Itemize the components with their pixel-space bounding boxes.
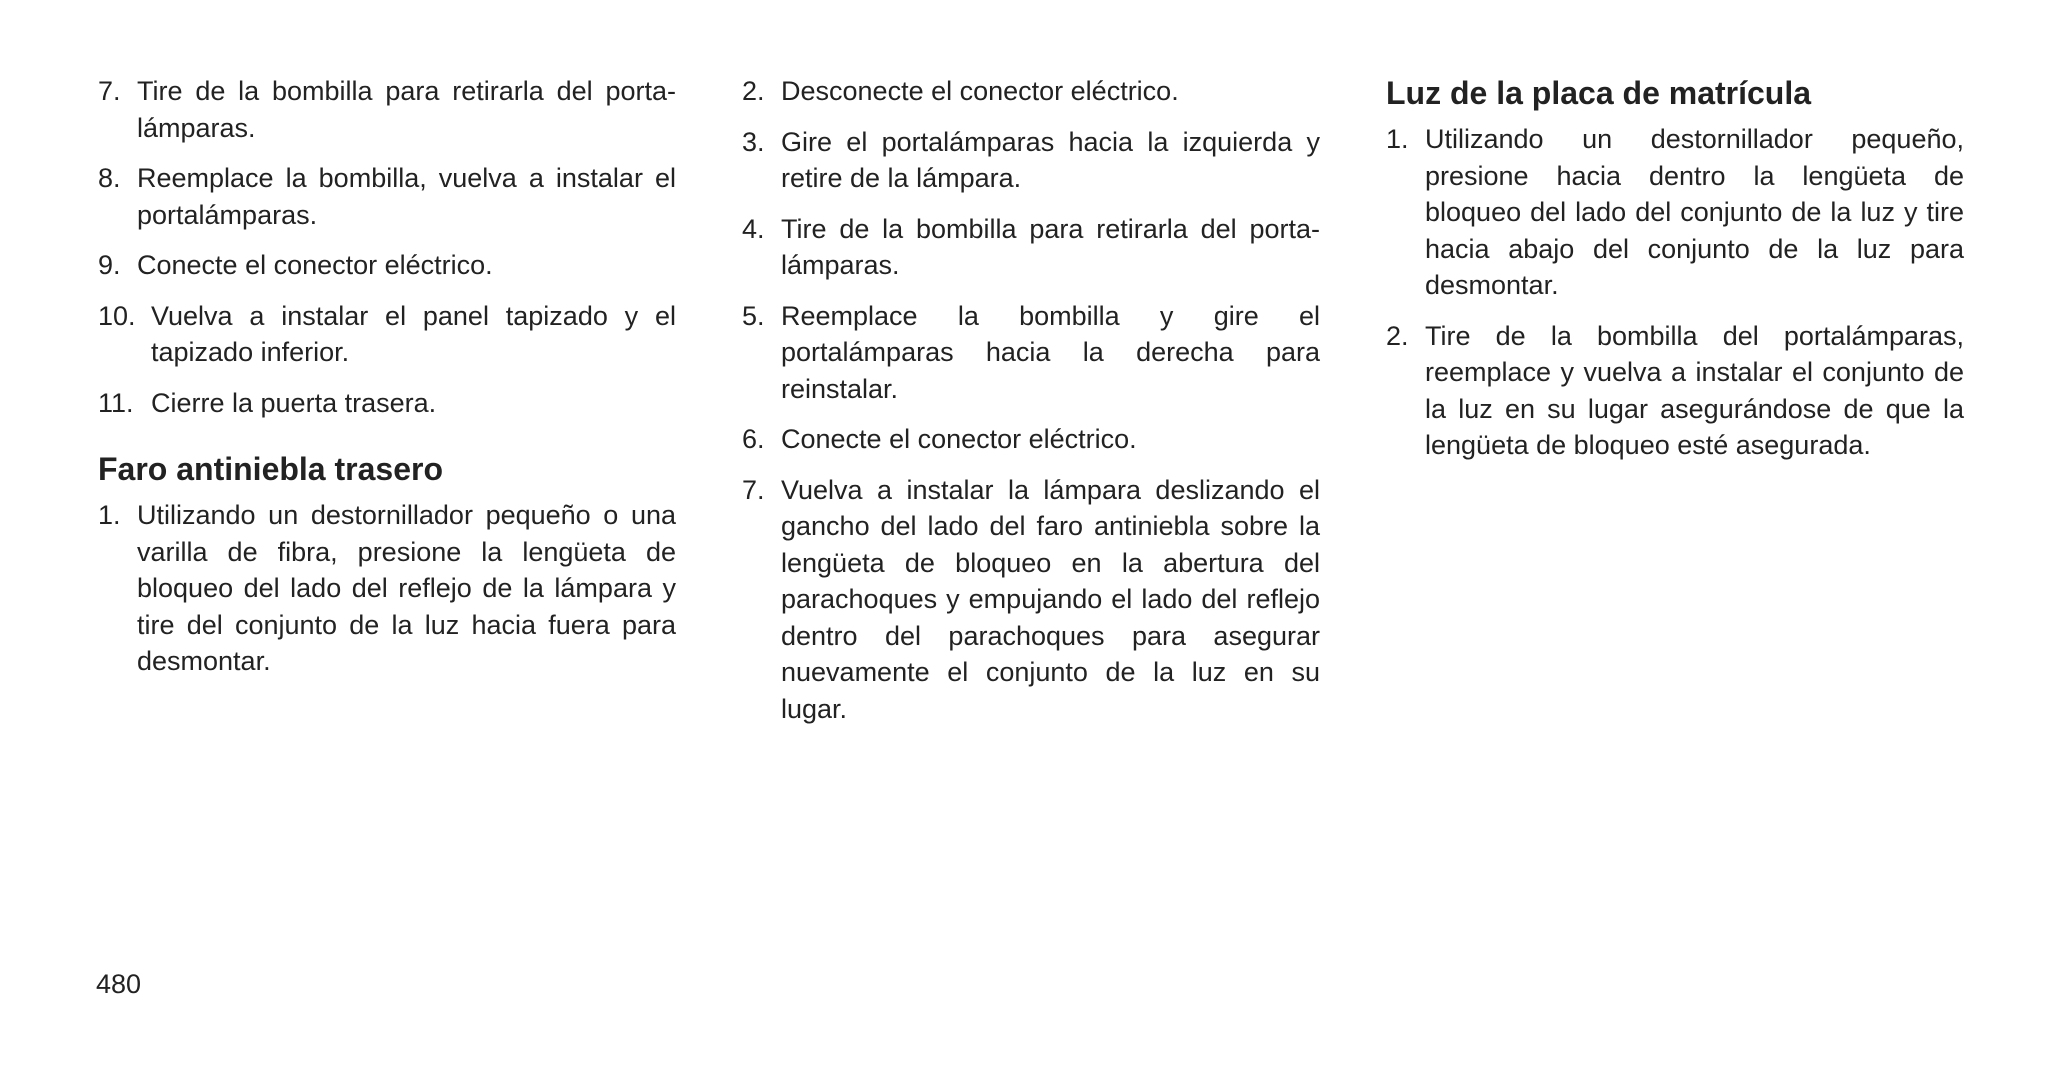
list-item-step-2 (1386, 318, 1964, 464)
list-item-step-9 (98, 247, 676, 284)
step-text: Reemplace la bombilla y gire el portalámparas hacia la derecha para reinstalar. (781, 300, 1320, 404)
list-item-step-10 (98, 298, 676, 371)
step-number: 5. (742, 300, 765, 331)
step-text: Conecte el conector eléctrico. (781, 424, 1137, 454)
step-text: Utilizando un destornillador pequeño o una varilla de fibra, presione la lengüeta de bloqueo del lado del reflejo de la lámpara y tire del conjunto de la luz hacia fuera para desmontar. (137, 500, 676, 676)
step-number: 11. (98, 387, 134, 418)
step-number: 2. (1386, 320, 1409, 351)
list-item-step-5 (742, 298, 1320, 408)
step-number: 4. (742, 213, 765, 244)
step-number: 6. (742, 424, 765, 454)
step-number: 9. (98, 250, 121, 280)
step-number: 8. (98, 163, 121, 193)
step-number: 7. (742, 474, 765, 505)
step-number: 3. (742, 126, 765, 157)
list-item-step-6 (742, 421, 1320, 458)
list-item-step-4 (742, 211, 1320, 284)
steps-list-rear-door (98, 73, 676, 421)
step-number: 10. (98, 300, 136, 331)
step-text: Desconecte el conector eléctrico. (781, 76, 1179, 106)
step-text: Utilizando un destornillador pequeño, presione hacia dentro la lengüeta de bloqueo del lado del conjunto de la luz y tire hacia abajo del conjunto de la luz para desmontar. (1425, 124, 1964, 300)
list-item-step-1 (1386, 121, 1964, 304)
step-number: 7. (98, 76, 121, 106)
step-text: Tire de la bombilla para retirarla del porta-lámparas. (137, 76, 676, 143)
step-text: Reemplace la bombilla, vuelva a instalar el portalámparas. (137, 163, 676, 230)
step-number: 2. (742, 76, 765, 106)
list-item-step-7 (98, 73, 676, 146)
steps-list-license-plate-lamp (1386, 121, 1964, 464)
section-heading-license-plate-lamp: Luz de la placa de matrícula (1386, 75, 1812, 111)
step-text: Gire el portalámparas hacia la izquierda y retire de la lámpara. (781, 126, 1320, 193)
step-text: Conecte el conector eléctrico. (137, 250, 493, 280)
page-number: 480 (96, 969, 142, 999)
steps-list-rear-fog-lamp (98, 497, 676, 680)
step-text: Tire de la bombilla para retirarla del porta-lámparas. (781, 213, 1320, 280)
step-text: Tire de la bombilla del portalámparas, reemplace y vuelva a instalar el conjunto de la luz en su lugar asegurándose de que la lengüeta de bloqueo esté asegurada. (1425, 320, 1964, 460)
step-text: Vuelva a instalar la lámpara deslizando el gancho del lado del faro antiniebla sobre la lengüeta de bloqueo en la abertura del parachoques y empujando el lado del reflejo dentro del parachoques para asegurar nuevamente el conjunto de la luz en su lugar. (781, 474, 1320, 724)
list-item-step-3 (742, 124, 1320, 197)
list-item-step-11 (98, 385, 676, 422)
list-item-step-8 (98, 160, 676, 233)
step-number: 1. (98, 500, 121, 530)
section-heading-rear-fog-lamp: Faro antiniebla trasero (98, 451, 443, 487)
step-text: Cierre la puerta trasera. (151, 387, 437, 418)
step-number: 1. (1386, 124, 1409, 154)
steps-list-fog-lamp-continued (742, 73, 1320, 727)
list-item-step-1 (98, 497, 676, 680)
list-item-step-7 (742, 472, 1320, 728)
step-text: Vuelva a instalar el panel tapizado y el tapizado inferior. (151, 300, 676, 367)
column-middle (742, 73, 1320, 741)
column-right (1386, 73, 1964, 478)
column-left (98, 73, 676, 694)
list-item-step-2 (742, 73, 1320, 110)
